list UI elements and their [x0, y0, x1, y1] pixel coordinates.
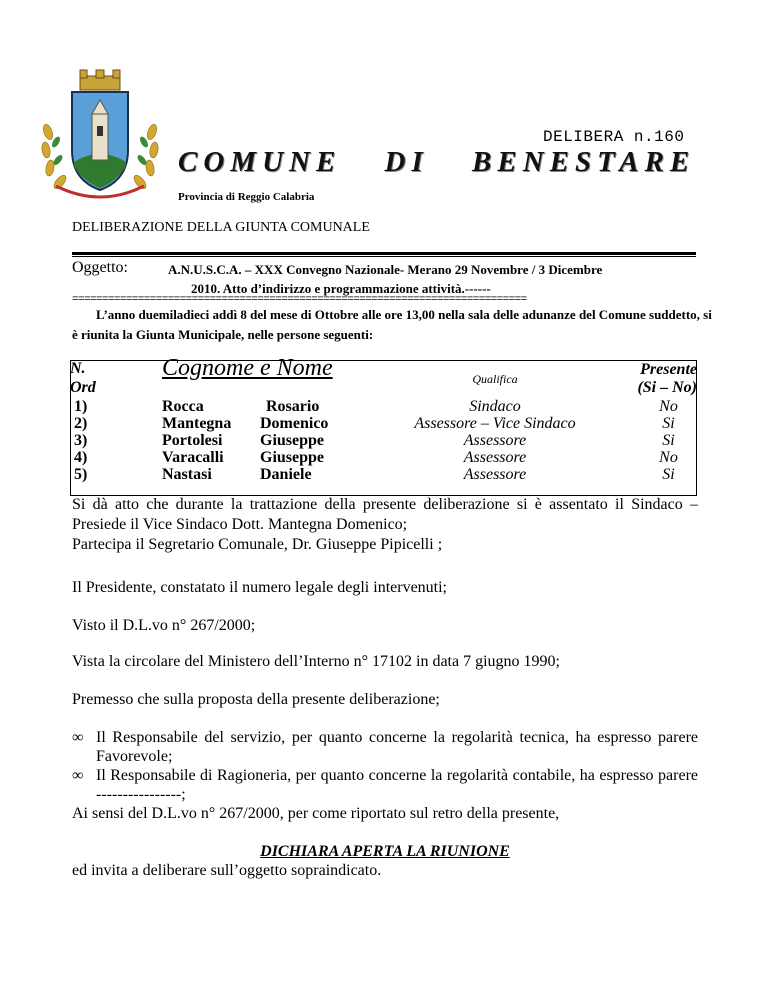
list-item [72, 728, 698, 766]
row-cognome: Varacalli [162, 449, 224, 466]
row-number: 2) [74, 415, 88, 432]
row-cognome: Rocca [162, 398, 204, 415]
row-qualifica: Assessore [463, 432, 527, 449]
row-nome: Giuseppe [260, 449, 325, 466]
row-cognome: Nastasi [162, 466, 212, 483]
row-presente: No [659, 398, 678, 415]
table-row [70, 415, 697, 432]
row-cognome: Mantegna [162, 415, 232, 432]
table-row [70, 398, 697, 415]
deliberazione-title: DELIBERAZIONE DELLA GIUNTA COMUNALE [72, 220, 370, 235]
ai-sensi-paragraph: Ai sensi del D.L.vo n° 267/2000, per come riportato sul retro della presente, [72, 805, 560, 822]
header-cognome-nome: Cognome e Nome [162, 355, 333, 381]
list-item [72, 766, 698, 804]
row-cognome: Portolesi [162, 432, 223, 449]
infinity-bullet-icon: ∞ [72, 767, 84, 784]
row-presente: Si [662, 432, 675, 449]
header-presente: Presente [640, 361, 697, 378]
row-presente: Si [662, 415, 675, 432]
row-presente: No [659, 449, 678, 466]
oggetto-label: Oggetto: [72, 259, 128, 276]
intro-text: L’anno duemiladieci addì 8 del mese di Ottobre alle ore 13,00 nella sala delle adunanze del Comune suddetto, si è riunita la Giunta Municipale, nelle persone seguenti: [72, 307, 712, 342]
header-si-no: (Si – No) [637, 379, 697, 396]
header-n: N. [70, 360, 86, 377]
row-presente: Si [662, 466, 675, 483]
row-nome: Daniele [260, 466, 312, 483]
row-number: 4) [74, 449, 88, 466]
header-qualifica: Qualifica [472, 371, 518, 386]
circolare-paragraph: Vista la circolare del Ministero dell’Interno n° 17102 in data 7 giugno 1990; [72, 653, 560, 670]
table-row [70, 432, 697, 449]
header-ord: Ord [70, 379, 96, 396]
coat-of-arms-emblem [36, 62, 164, 202]
segretario-paragraph: Partecipa il Segretario Comunale, Dr. Giuseppe Pipicelli ; [72, 536, 443, 553]
table-row [70, 466, 697, 483]
table-row [70, 449, 697, 466]
row-number: 5) [74, 466, 88, 483]
bullet-text: Il Responsabile del servizio, per quanto concerne la regolarità tecnica, ha espresso parere Favorevole; [96, 729, 698, 765]
invita-paragraph: ed invita a deliberare sull’oggetto sopraindicato. [72, 862, 382, 879]
header-divider-thin [72, 256, 696, 257]
separator-line: ============================================================================ [72, 294, 527, 306]
comune-title: COMUNE DI BENESTARE [178, 146, 696, 178]
oggetto-line-1: A.N.U.S.C.A. – XXX Convegno Nazionale- Merano 29 Novembre / 3 Dicembre [168, 262, 603, 277]
visto-paragraph: Visto il D.L.vo n° 267/2000; [72, 617, 256, 634]
dichiara-heading: DICHIARA APERTA LA RIUNIONE [260, 843, 510, 860]
provincia-label: Provincia di Reggio Calabria [178, 191, 315, 203]
attendance-table [70, 355, 697, 483]
infinity-bullet-icon: ∞ [72, 729, 84, 746]
row-nome: Domenico [260, 415, 329, 432]
oggetto-line-2: 2010. Atto d’indirizzo e programmazione attività.------ [191, 281, 491, 296]
row-qualifica: Sindaco [469, 398, 521, 415]
header-divider [72, 252, 696, 255]
intro-paragraph [72, 305, 712, 345]
row-number: 3) [74, 432, 88, 449]
assentato-paragraph: Si dà atto che durante la trattazione della presente deliberazione si è assentato il Sindaco – Presiede il Vice Sindaco Dott. Mantegna Domenico; [72, 496, 698, 533]
presidente-paragraph: Il Presidente, constatato il numero legale degli intervenuti; [72, 579, 447, 596]
row-nome: Rosario [266, 398, 320, 415]
row-nome: Giuseppe [260, 432, 325, 449]
row-qualifica: Assessore [463, 466, 527, 483]
row-qualifica: Assessore – Vice Sindaco [414, 415, 576, 432]
bullet-text: Il Responsabile di Ragioneria, per quanto concerne la regolarità contabile, ha espresso parere ----------------; [96, 767, 698, 803]
table-header-row [70, 360, 697, 378]
premesso-paragraph: Premesso che sulla proposta della presente deliberazione; [72, 691, 440, 708]
delibera-number: DELIBERA n.160 [543, 128, 685, 146]
row-qualifica: Assessore [463, 449, 527, 466]
row-number: 1) [74, 398, 88, 415]
